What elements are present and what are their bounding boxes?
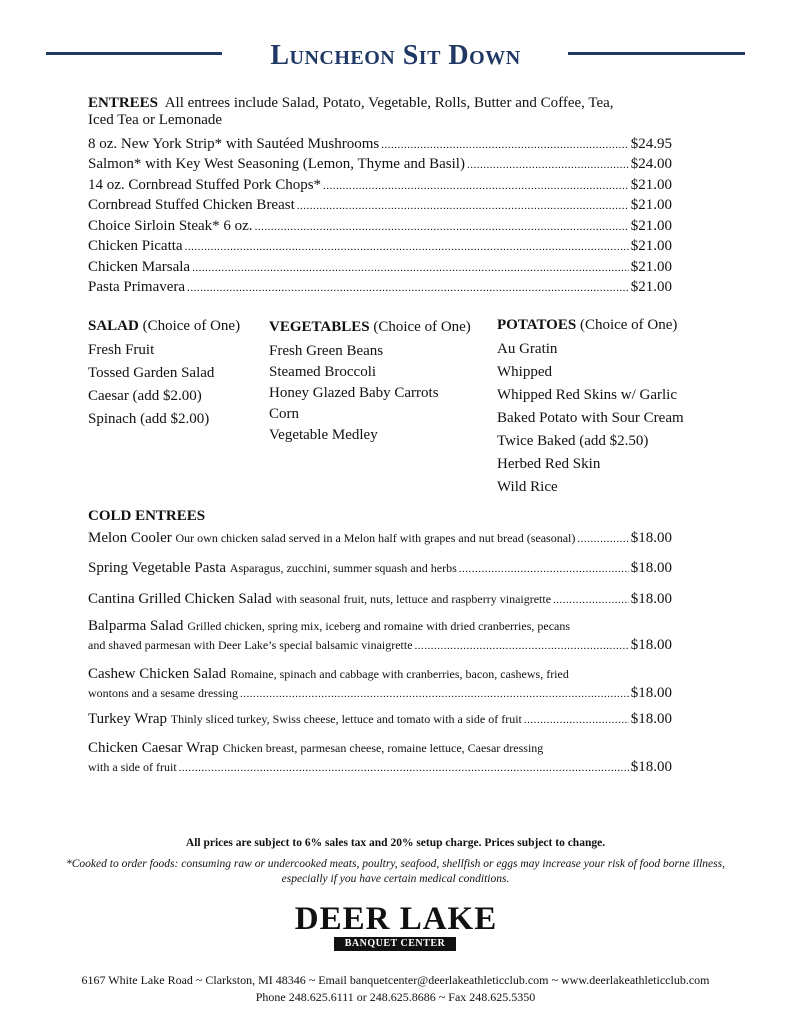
entree-name: Cornbread Stuffed Chicken Breast bbox=[88, 197, 295, 213]
entree-name: Pasta Primavera bbox=[88, 279, 186, 295]
cold-entrees-heading: COLD ENTREES bbox=[88, 508, 206, 524]
cold-entree-desc: Our own chicken salad served in a Melon half with grapes and nut bread (seasonal) bbox=[175, 531, 576, 545]
entree-name: 8 oz. New York Strip* with Sautéed Mushrooms bbox=[88, 136, 380, 152]
entree-price: $24.95 bbox=[630, 136, 672, 152]
potatoes-item: Wild Rice bbox=[497, 479, 558, 495]
tax-note: All prices are subject to 6% sales tax and 20% setup charge. Prices subject to change. bbox=[185, 837, 606, 849]
dot-leader bbox=[297, 196, 629, 216]
vegetables-column bbox=[269, 319, 471, 443]
food-advisory: *Cooked to order foods: consuming raw or undercooked meats, poultry, seafood, shellfish or eggs may increase your risk of food borne illness, especially if you have certain medical conditions. bbox=[66, 858, 725, 885]
entree-price: $21.00 bbox=[630, 177, 672, 193]
cold-entree-desc-cont: wontons and a sesame dressing bbox=[88, 686, 238, 700]
vegetables-item: Steamed Broccoli bbox=[269, 364, 377, 380]
potatoes-item: Twice Baked (add $2.50) bbox=[497, 433, 649, 449]
vegetables-note: (Choice of One) bbox=[373, 319, 471, 335]
cold-entree-item bbox=[88, 558, 672, 579]
cold-entree-name: Melon Cooler bbox=[88, 530, 172, 546]
vegetables-item: Vegetable Medley bbox=[269, 427, 378, 443]
entree-name: 14 oz. Cornbread Stuffed Pork Chops* bbox=[88, 177, 322, 193]
cold-entree-desc: Asparagus, zucchini, summer squash and herbs bbox=[229, 561, 457, 575]
vegetables-heading: VEGETABLES bbox=[269, 319, 370, 335]
salad-column bbox=[88, 318, 241, 427]
entrees-note-line2: Iced Tea or Lemonade bbox=[88, 112, 223, 128]
salad-item: Tossed Garden Salad bbox=[88, 365, 215, 381]
dot-leader bbox=[323, 176, 629, 196]
dot-leader bbox=[577, 529, 628, 549]
address-line: 6167 White Lake Road ~ Clarkston, MI 48346 ~ Email banquetcenter@deerlakeathleticclub.com ~ www.deerlakeathleticclub.com bbox=[81, 973, 710, 987]
cold-entree-item bbox=[88, 589, 672, 610]
potatoes-column bbox=[497, 317, 684, 495]
vegetables-item: Honey Glazed Baby Carrots bbox=[269, 385, 439, 401]
entree-row bbox=[88, 154, 672, 175]
dot-leader bbox=[459, 559, 629, 579]
salad-note: (Choice of One) bbox=[142, 318, 241, 334]
salad-item: Fresh Fruit bbox=[88, 342, 155, 358]
logo-main-text: DEER LAKE bbox=[294, 901, 498, 937]
entree-name: Chicken Marsala bbox=[88, 259, 191, 275]
entree-name: Salmon* with Key West Seasoning (Lemon, Thyme and Basil) bbox=[88, 156, 465, 172]
potatoes-note: (Choice of One) bbox=[579, 317, 678, 333]
potatoes-heading: POTATOES bbox=[497, 317, 577, 333]
dot-leader bbox=[415, 636, 629, 656]
cold-entree-item bbox=[88, 665, 672, 704]
entrees-note-line1: All entrees include Salad, Potato, Vegetable, Rolls, Butter and Coffee, Tea, bbox=[164, 95, 614, 111]
entrees-header bbox=[88, 95, 678, 129]
cold-entree-price: $18.00 bbox=[630, 685, 672, 701]
dot-leader bbox=[185, 237, 629, 257]
entree-row bbox=[88, 236, 672, 257]
potatoes-item: Whipped bbox=[497, 364, 552, 380]
cold-entree-desc-cont: with a side of fruit bbox=[88, 760, 177, 774]
dot-leader bbox=[240, 684, 629, 704]
vegetables-item: Fresh Green Beans bbox=[269, 343, 384, 359]
dot-leader bbox=[192, 258, 629, 278]
entree-name: Chicken Picatta bbox=[88, 238, 183, 254]
cold-entree-price: $18.00 bbox=[630, 759, 672, 775]
potatoes-item: Herbed Red Skin bbox=[497, 456, 601, 472]
entree-price: $24.00 bbox=[630, 156, 672, 172]
cold-entree-name: Cashew Chicken Salad bbox=[88, 666, 227, 682]
dot-leader bbox=[255, 217, 629, 237]
dot-leader bbox=[381, 135, 629, 155]
cold-entree-price: $18.00 bbox=[630, 560, 672, 576]
entree-row bbox=[88, 134, 672, 155]
entree-name: Choice Sirloin Steak* 6 oz. bbox=[88, 218, 253, 234]
entree-price: $21.00 bbox=[630, 259, 672, 275]
cold-entree-item bbox=[88, 528, 672, 549]
cold-entree-desc: Chicken breast, parmesan cheese, romaine lettuce, Caesar dressing bbox=[222, 741, 544, 755]
entree-price: $21.00 bbox=[630, 197, 672, 213]
cold-entree-desc: with seasonal fruit, nuts, lettuce and raspberry vinaigrette bbox=[275, 592, 552, 606]
salad-heading: SALAD bbox=[88, 318, 139, 334]
page-title: Luncheon Sit Down bbox=[270, 40, 521, 71]
cold-entree-name: Spring Vegetable Pasta bbox=[88, 560, 227, 576]
dot-leader bbox=[524, 710, 629, 730]
cold-entree-price: $18.00 bbox=[630, 530, 672, 546]
entree-row bbox=[88, 175, 672, 196]
entree-row bbox=[88, 277, 672, 298]
phone-line: Phone 248.625.6111 or 248.625.8686 ~ Fax 248.625.5350 bbox=[255, 990, 536, 1004]
cold-entree-name: Balparma Salad bbox=[88, 618, 184, 634]
cold-entree-price: $18.00 bbox=[630, 637, 672, 653]
potatoes-item: Baked Potato with Sour Cream bbox=[497, 410, 684, 426]
deer-lake-logo bbox=[276, 902, 516, 960]
entree-row bbox=[88, 216, 672, 237]
cold-entree-name: Turkey Wrap bbox=[88, 711, 167, 727]
entree-price: $21.00 bbox=[630, 279, 672, 295]
cold-entree-name: Cantina Grilled Chicken Salad bbox=[88, 591, 272, 607]
potatoes-item: Whipped Red Skins w/ Garlic bbox=[497, 387, 677, 403]
vegetables-item: Corn bbox=[269, 406, 299, 422]
entree-row bbox=[88, 257, 672, 278]
cold-entree-item bbox=[88, 739, 672, 778]
salad-item: Spinach (add $2.00) bbox=[88, 411, 210, 427]
cold-entree-item bbox=[88, 709, 672, 730]
dot-leader bbox=[467, 155, 629, 175]
potatoes-item: Au Gratin bbox=[497, 341, 558, 357]
entree-price: $21.00 bbox=[630, 238, 672, 254]
logo-sub-text: BANQUET CENTER bbox=[334, 937, 456, 951]
dot-leader bbox=[179, 758, 629, 778]
contact-info bbox=[0, 972, 791, 1006]
dot-leader bbox=[553, 590, 629, 610]
entree-price: $21.00 bbox=[630, 218, 672, 234]
entrees-heading: ENTREES bbox=[88, 95, 159, 111]
cold-entree-desc-cont: and shaved parmesan with Deer Lake’s special balsamic vinaigrette bbox=[88, 638, 413, 652]
cold-entree-price: $18.00 bbox=[630, 591, 672, 607]
cold-entree-desc: Romaine, spinach and cabbage with cranberries, bacon, cashews, fried bbox=[230, 667, 569, 681]
cold-entree-price: $18.00 bbox=[630, 711, 672, 727]
entree-row bbox=[88, 195, 672, 216]
cold-entree-desc: Thinly sliced turkey, Swiss cheese, lettuce and tomato with a side of fruit bbox=[170, 712, 522, 726]
cold-entree-item bbox=[88, 617, 672, 656]
salad-item: Caesar (add $2.00) bbox=[88, 388, 202, 404]
cold-entree-name: Chicken Caesar Wrap bbox=[88, 740, 219, 756]
cold-entree-desc: Grilled chicken, spring mix, iceberg and romaine with dried cranberries, pecans bbox=[187, 619, 571, 633]
dot-leader bbox=[187, 278, 629, 298]
